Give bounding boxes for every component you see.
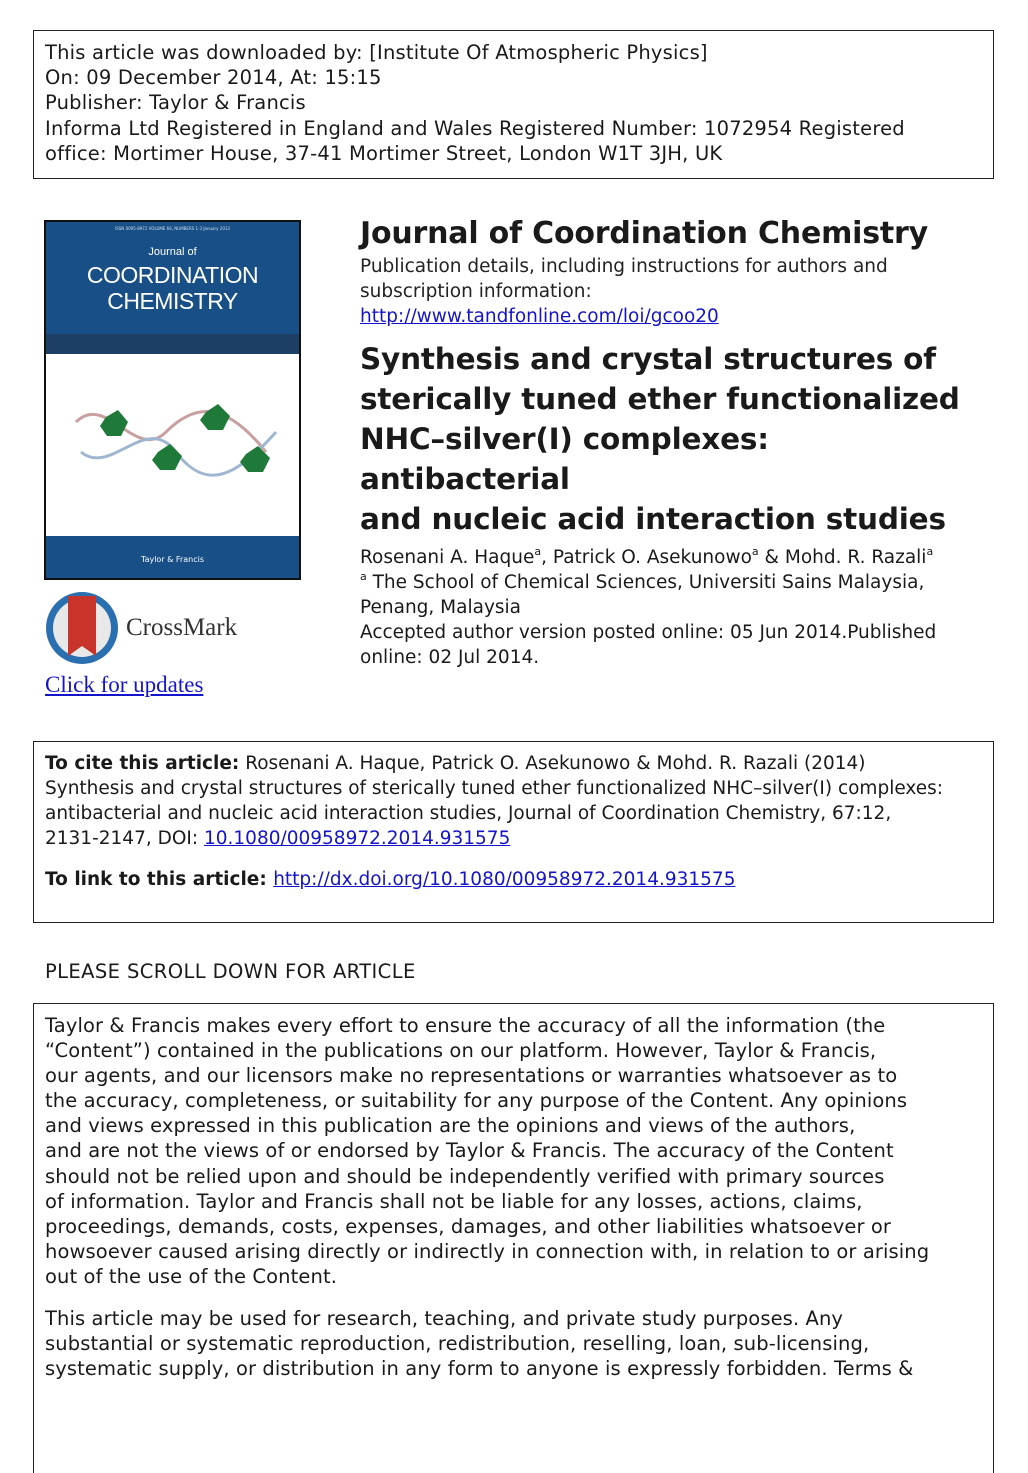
- publication-details: [360, 254, 980, 329]
- publication-details-line: Publication details, including instructions for authors and: [360, 256, 888, 277]
- disclaimer-line: the accuracy, completeness, or suitability for any purpose of the Content. Any opinions: [45, 1089, 908, 1113]
- article-title-line: and nucleic acid interaction studies: [360, 502, 946, 536]
- disclaimer-paragraph: [45, 1013, 982, 1289]
- article-title-line: sterically tuned ether functionalized: [360, 382, 960, 416]
- article-title: [360, 339, 980, 539]
- affiliation-marker: a: [926, 545, 934, 558]
- disclaimer-line: systematic supply, or distribution in any form to anyone is expressly forbidden. Terms &: [45, 1357, 914, 1381]
- affiliation-marker: a: [360, 570, 367, 583]
- authors: [360, 545, 980, 670]
- cover-bottom-band: [46, 536, 299, 578]
- doi-link[interactable]: 10.1080/00958972.2014.931575: [203, 828, 511, 849]
- journal-title: Journal of Coordination Chemistry: [360, 216, 928, 251]
- posted-online-line: Accepted author version posted online: 05 Jun 2014.Published: [360, 622, 937, 643]
- cover-title-line1: COORDINATION: [86, 262, 259, 288]
- download-info-line: Publisher: Taylor & Francis: [45, 91, 306, 115]
- cite-label: To cite this article:: [45, 753, 240, 774]
- posted-online-line: online: 02 Jul 2014.: [360, 647, 540, 668]
- disclaimer-line: our agents, and our licensors make no representations or warranties whatsoever as to: [45, 1064, 898, 1088]
- citation-line: Synthesis and crystal structures of sterically tuned ether functionalized NHC–silver(I) complexes:: [45, 778, 944, 799]
- publication-details-line: subscription information:: [360, 281, 592, 302]
- journal-url-link[interactable]: http://www.tandfonline.com/loi/gcoo20: [360, 306, 719, 327]
- cover-editor-band: [46, 334, 299, 354]
- article-link-line: [45, 867, 982, 892]
- disclaimer-line: howsoever caused arising directly or indirectly in connection with, in relation to or arising: [45, 1239, 930, 1263]
- disclaimer-line: This article may be used for research, teaching, and private study purposes. Any: [45, 1307, 844, 1331]
- disclaimer-paragraph: [45, 1306, 982, 1381]
- disclaimer-line: substantial or systematic reproduction, redistribution, reselling, loan, sub-licensing,: [45, 1332, 870, 1356]
- disclaimer-box: [33, 1003, 994, 1473]
- cover-title-line2: CHEMISTRY: [107, 288, 238, 314]
- disclaimer-line: and views expressed in this publication are the opinions and views of the authors,: [45, 1114, 856, 1138]
- article-title-line: NHC–silver(I) complexes: antibacterial: [360, 422, 769, 496]
- cover-top-band: [46, 222, 299, 334]
- download-info-line: This article was downloaded by: [Institute Of Atmospheric Physics]: [45, 41, 708, 64]
- article-info-column: [360, 214, 980, 670]
- crossmark-badge[interactable]: [44, 590, 274, 668]
- citation-line: [45, 751, 982, 776]
- affiliation-text: The School of Chemical Sciences, Universiti Sains Malaysia,: [366, 572, 925, 593]
- link-label: To link to this article:: [45, 869, 274, 890]
- crossmark-label: CrossMark: [126, 614, 238, 641]
- journal-cover-image: [44, 220, 301, 580]
- download-info-line: On: 09 December 2014, At: 15:15: [45, 66, 382, 90]
- cover-meta: ISSN 0095-8972 VOLUME 66, NUMBERS 1-3 January 2013: [115, 226, 230, 231]
- disclaimer-line: “Content”) contained in the publications on our platform. However, Taylor & Francis,: [45, 1039, 877, 1063]
- cover-journal-of: Journal of: [148, 246, 197, 258]
- citation-text: Rosenani A. Haque, Patrick O. Asekunowo & Mohd. R. Razali (2014): [239, 753, 866, 774]
- disclaimer-line: out of the use of the Content.: [45, 1264, 337, 1288]
- affiliation: [360, 570, 980, 595]
- author-line: [360, 545, 980, 570]
- article-title-line: Synthesis and crystal structures of: [360, 342, 936, 376]
- disclaimer-line: should not be relied upon and should be independently verified with primary sources: [45, 1164, 885, 1188]
- author-name: & Mohd. R. Razali: [758, 547, 927, 568]
- scroll-down-notice: PLEASE SCROLL DOWN FOR ARTICLE: [45, 960, 416, 983]
- disclaimer-line: of information. Taylor and Francis shall not be liable for any losses, actions, claims,: [45, 1189, 863, 1213]
- click-for-updates-link[interactable]: Click for updates: [45, 672, 204, 697]
- disclaimer-line: Taylor & Francis makes every effort to ensure the accuracy of all the information (the: [45, 1014, 886, 1037]
- article-doi-url-link[interactable]: http://dx.doi.org/10.1080/00958972.2014.931575: [273, 869, 736, 890]
- cover-publisher-logo: Taylor & Francis: [141, 555, 204, 564]
- affiliation-marker: a: [751, 545, 759, 558]
- author-name: Rosenani A. Haque: [360, 547, 535, 568]
- download-info-line: office: Mortimer House, 37-41 Mortimer Street, London W1T 3JH, UK: [45, 141, 723, 165]
- cover-molecule-illustration: [66, 382, 286, 492]
- citation-line: antibacterial and nucleic acid interaction studies, Journal of Coordination Chemistry, 67:12,: [45, 803, 892, 824]
- disclaimer-line: and are not the views of or endorsed by Taylor & Francis. The accuracy of the Content: [45, 1139, 894, 1163]
- citation-text: 2131-2147, DOI:: [45, 828, 204, 849]
- citation-box: [33, 741, 994, 923]
- affiliation-marker: a: [534, 545, 542, 558]
- author-name: , Patrick O. Asekunowo: [541, 547, 752, 568]
- download-info-box: [33, 30, 994, 179]
- citation-line: [45, 826, 982, 851]
- disclaimer-line: proceedings, demands, costs, expenses, damages, and other liabilities whatsoever or: [45, 1214, 892, 1238]
- crossmark-icon: [44, 590, 120, 666]
- affiliation-line: Penang, Malaysia: [360, 597, 522, 618]
- download-info-line: Informa Ltd Registered in England and Wales Registered Number: 1072954 Registered: [45, 116, 905, 140]
